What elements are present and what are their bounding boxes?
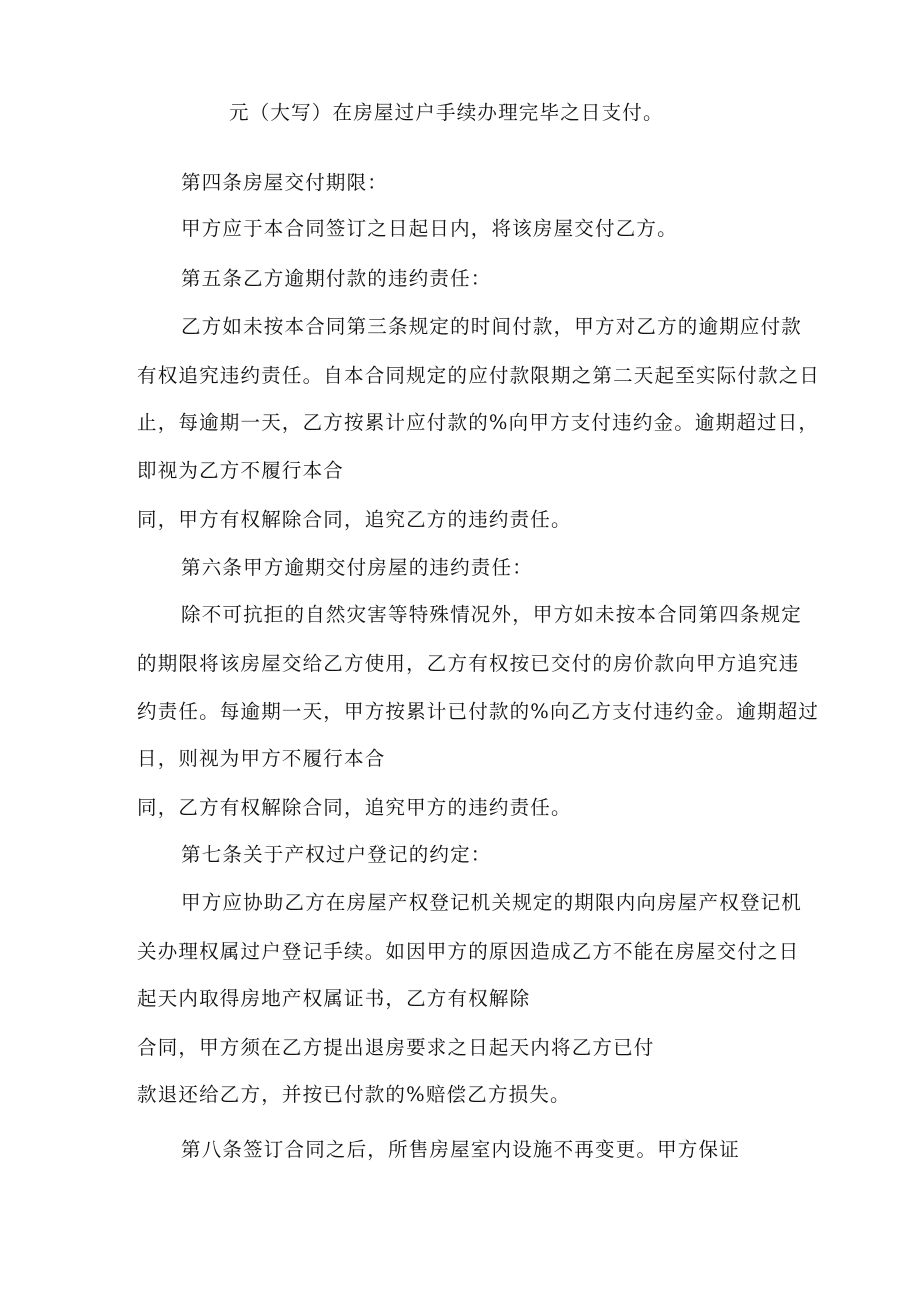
section-heading: 第八条签订合同之后，所售房屋室内设施不再变更。甲方保证 xyxy=(181,1138,740,1161)
text-line: 同，乙方有权解除合同，追究甲方的违约责任。 xyxy=(137,796,572,819)
text-line: 甲方应协助乙方在房屋产权登记机关规定的期限内向房屋产权登记机 xyxy=(181,891,803,914)
text-line: 除不可抗拒的自然灾害等特殊情况外，甲方如未按本合同第四条规定 xyxy=(181,603,803,626)
text-line: 元（大写）在房屋过户手续办理完毕之日支付。 xyxy=(229,101,664,124)
text-line: 的期限将该房屋交给乙方使用，乙方有权按已交付的房价款向甲方追究违 xyxy=(137,652,800,675)
text-line: 有权追究违约责任。自本合同规定的应付款限期之第二天起至实际付款之日 xyxy=(137,364,821,387)
text-line: 合同，甲方须在乙方提出退房要求之日起天内将乙方已付 xyxy=(137,1036,655,1059)
text-line: 乙方如未按本合同第三条规定的时间付款，甲方对乙方的逾期应付款 xyxy=(181,315,803,338)
section-heading: 第五条乙方逾期付款的违约责任： xyxy=(181,267,492,290)
section-heading: 第四条房屋交付期限： xyxy=(181,171,389,194)
text-line: 关办理权属过户登记手续。如因甲方的原因造成乙方不能在房屋交付之日 xyxy=(137,940,800,963)
text-line: 甲方应于本合同签订之日起日内，将该房屋交付乙方。 xyxy=(181,217,678,240)
text-line: 同，甲方有权解除合同，追究乙方的违约责任。 xyxy=(137,508,572,531)
text-line: 日，则视为甲方不履行本合 xyxy=(137,747,386,770)
text-line: 即视为乙方不履行本合 xyxy=(137,459,345,482)
text-line: 款退还给乙方，并按已付款的%赔偿乙方损失。 xyxy=(137,1083,571,1106)
text-line: 约责任。每逾期一天，甲方按累计已付款的%向乙方支付违约金。逾期超过 xyxy=(137,700,820,723)
section-heading: 第七条关于产权过户登记的约定： xyxy=(181,843,492,866)
text-line: 起天内取得房地产权属证书，乙方有权解除 xyxy=(137,987,531,1010)
text-line: 止，每逾期一天，乙方按累计应付款的%向甲方支付违约金。逾期超过日， xyxy=(137,411,820,434)
section-heading: 第六条甲方逾期交付房屋的违约责任： xyxy=(181,556,533,579)
